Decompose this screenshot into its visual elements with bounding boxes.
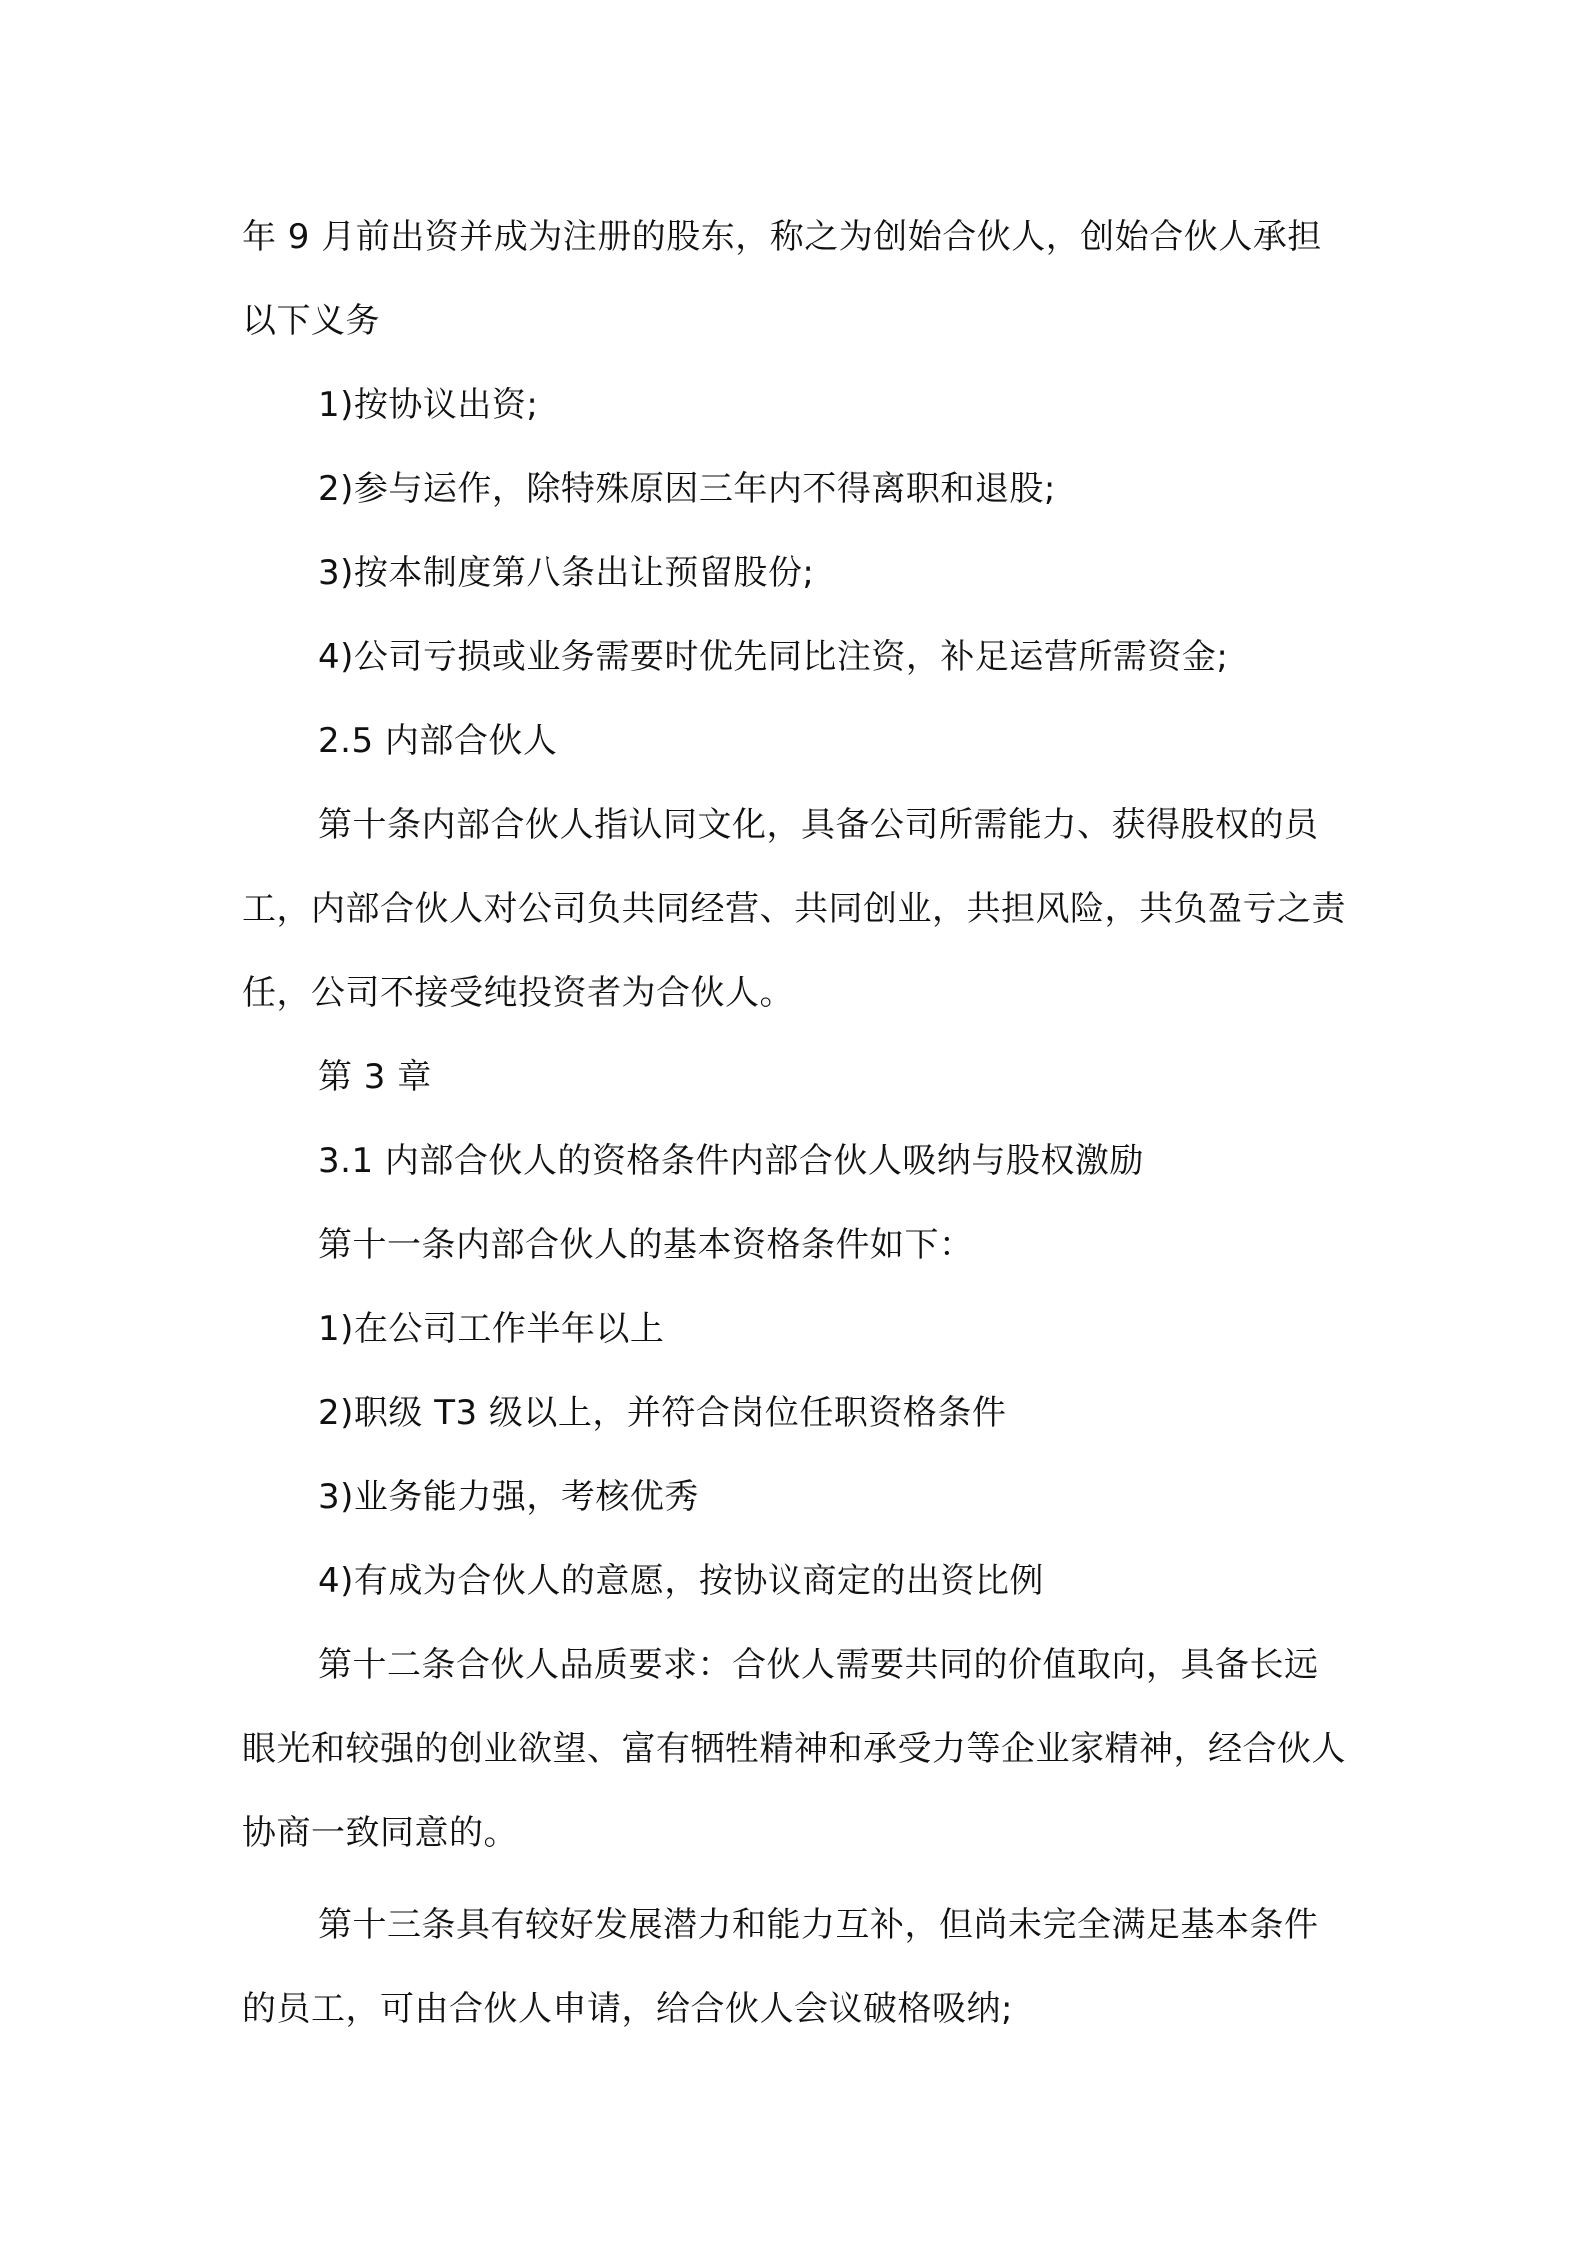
section-heading-3-1: 3.1 内部合伙人的资格条件内部合伙人吸纳与股权激励 bbox=[318, 1141, 1144, 1181]
paragraph-condition-4: 4)有成为合伙人的意愿，按协议商定的出资比例 bbox=[318, 1561, 1044, 1601]
section-heading-2-5: 2.5 内部合伙人 bbox=[318, 721, 558, 761]
paragraph-obligation-1: 1)按协议出资; bbox=[318, 385, 539, 425]
paragraph-obligation-2: 2)参与运作，除特殊原因三年内不得离职和退股; bbox=[318, 469, 1056, 509]
paragraph-article-11: 第十一条内部合伙人的基本资格条件如下： bbox=[318, 1225, 974, 1265]
paragraph-obligation-4: 4)公司亏损或业务需要时优先同比注资，补足运营所需资金; bbox=[318, 637, 1229, 677]
document-body bbox=[242, 195, 1352, 2051]
paragraph-condition-2: 2)职级 T3 级以上，并符合岗位任职资格条件 bbox=[318, 1393, 1007, 1433]
paragraph-obligation-3: 3)按本制度第八条出让预留股份; bbox=[318, 553, 815, 593]
paragraph-condition-1: 1)在公司工作半年以上 bbox=[318, 1309, 665, 1349]
paragraph-article-13: 第十三条具有较好发展潜力和能力互补，但尚未完全满足基本条件的员工，可由合伙人申请，给合伙人会议破格吸纳; bbox=[242, 1905, 1319, 2029]
chapter-heading-3: 第 3 章 bbox=[318, 1057, 432, 1097]
paragraph-article-10: 第十条内部合伙人指认同文化，具备公司所需能力、获得股权的员工，内部合伙人对公司负共同经营、共同创业，共担风险，共负盈亏之责任，公司不接受纯投资者为合伙人。 bbox=[242, 805, 1346, 1013]
paragraph-article-12: 第十二条合伙人品质要求：合伙人需要共同的价值取向，具备长远眼光和较强的创业欲望、富有牺牲精神和承受力等企业家精神，经合伙人协商一致同意的。 bbox=[242, 1645, 1346, 1853]
paragraph-founder-obligations-intro: 年 9 月前出资并成为注册的股东，称之为创始合伙人，创始合伙人承担以下义务 bbox=[242, 217, 1322, 341]
paragraph-condition-3: 3)业务能力强，考核优秀 bbox=[318, 1477, 699, 1517]
